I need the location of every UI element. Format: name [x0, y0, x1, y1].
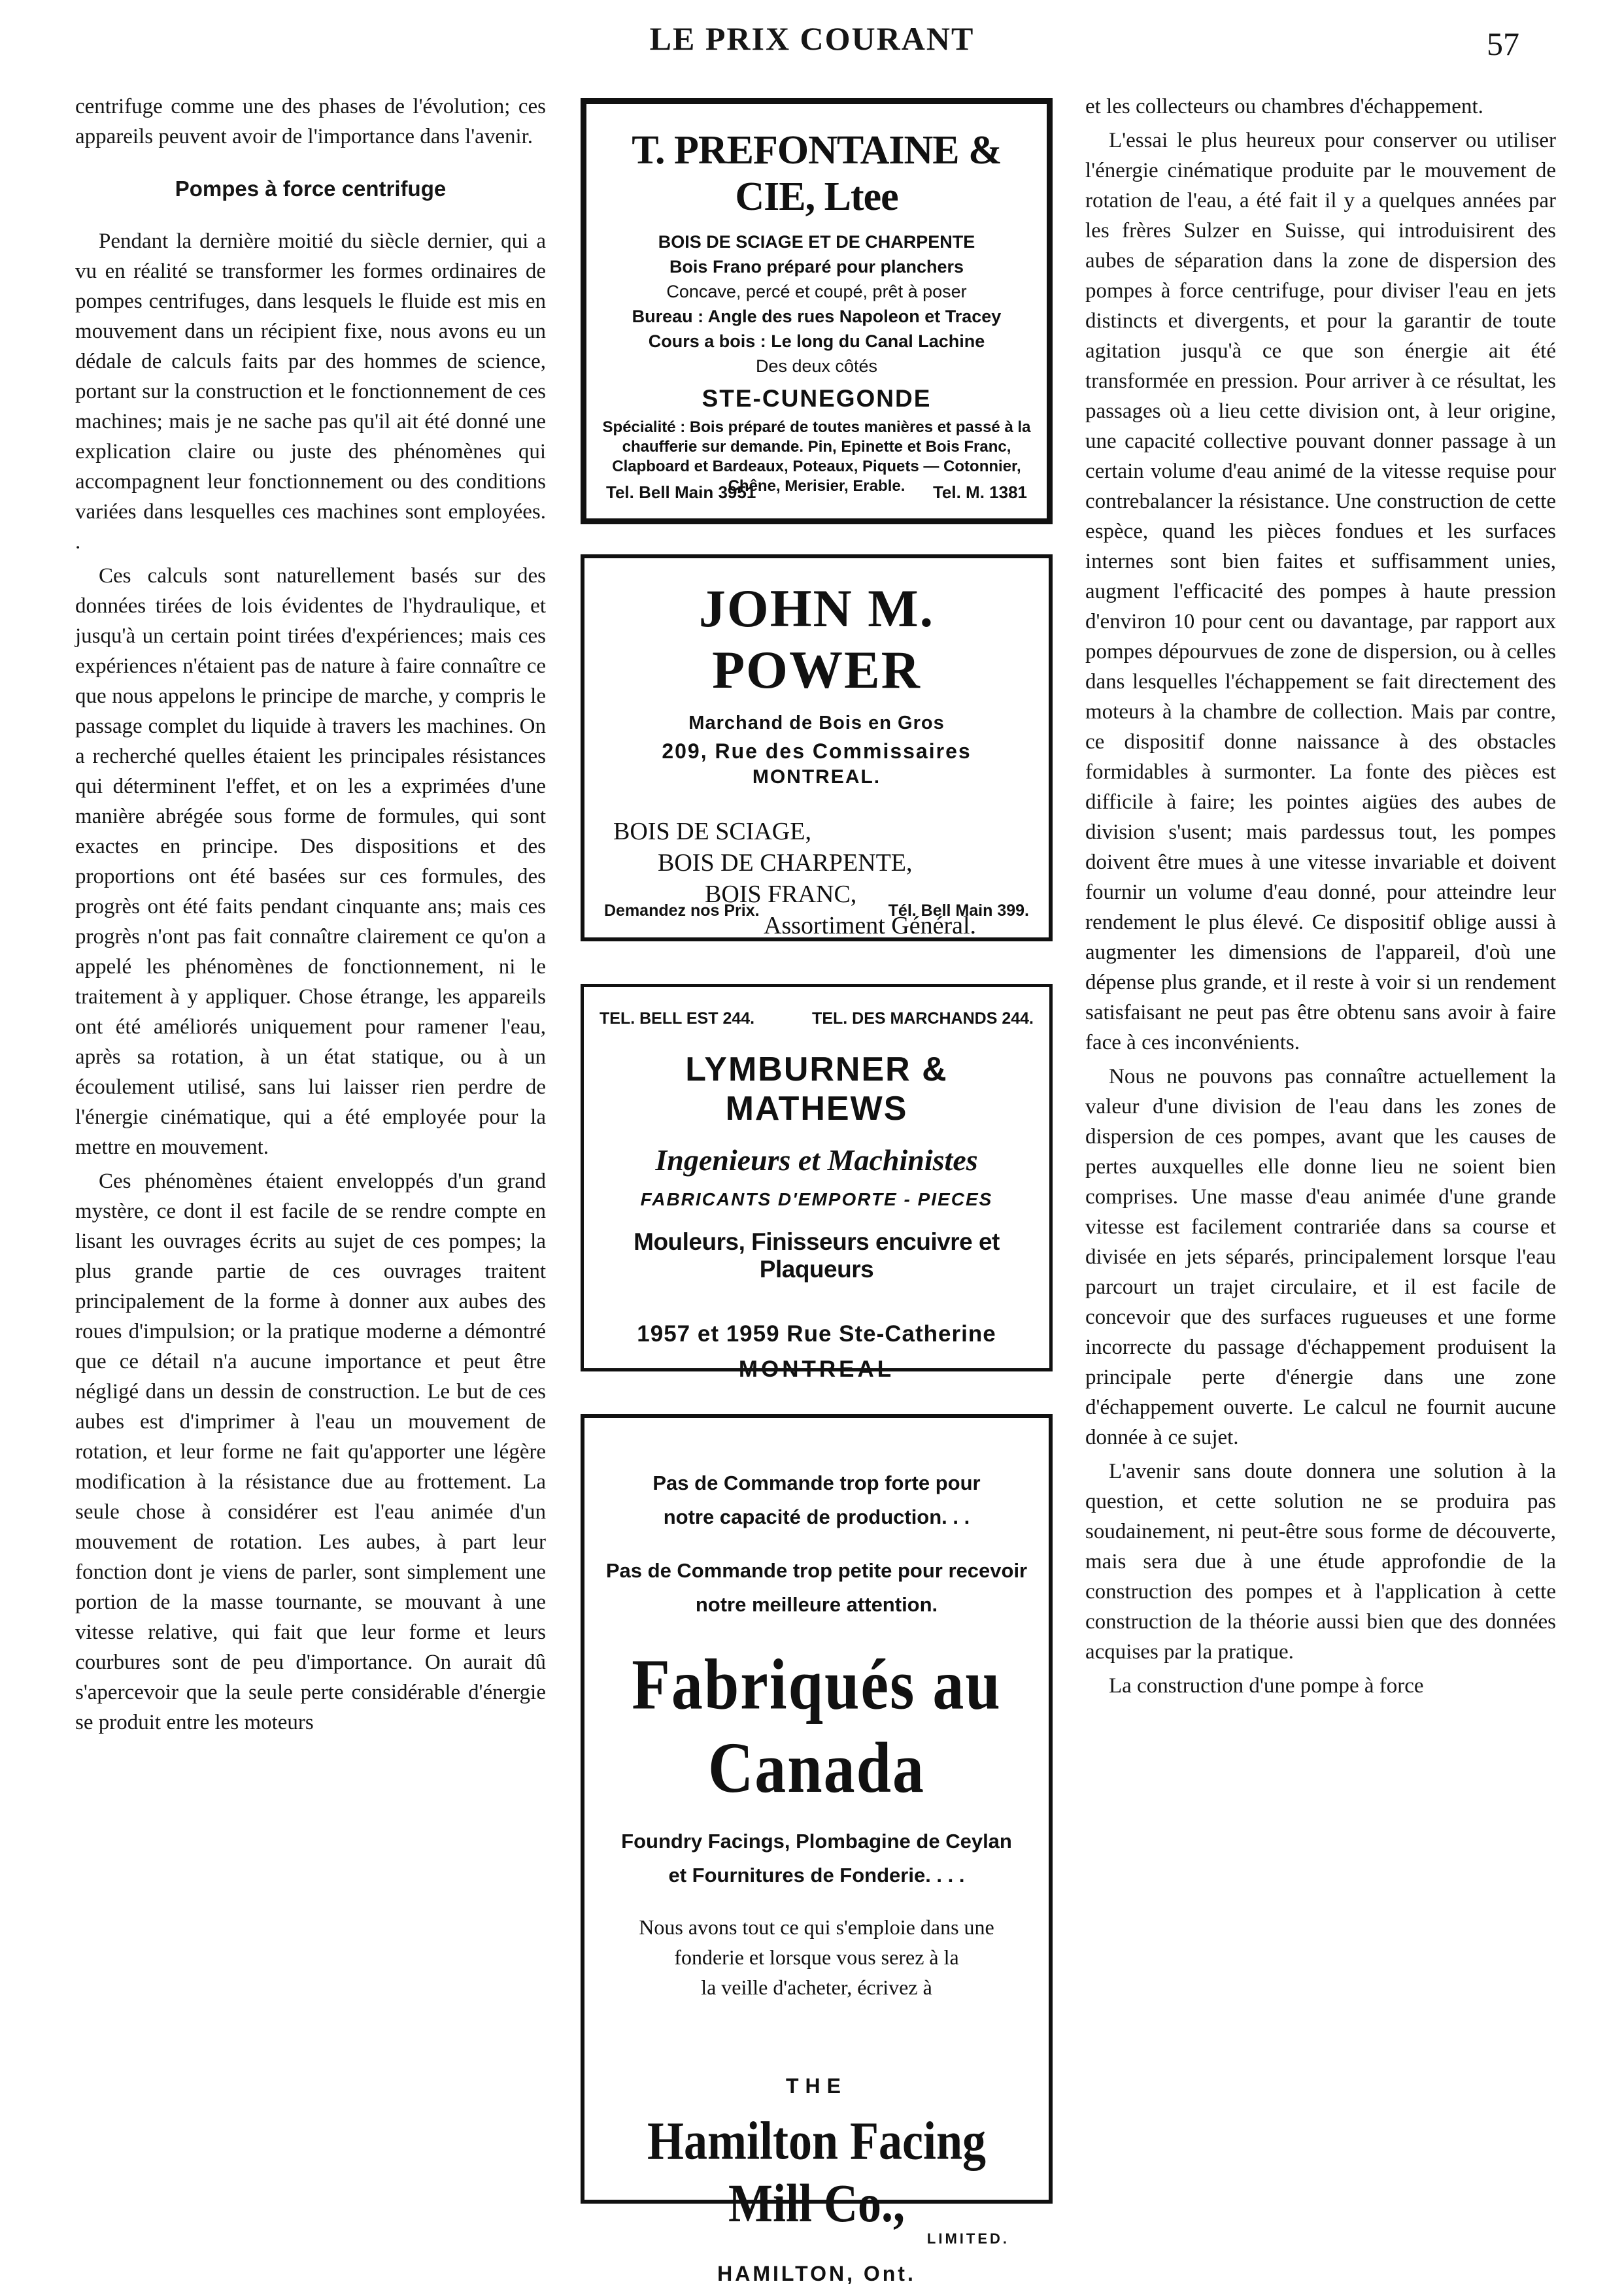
- ad-line: Pas de Commande trop forte pour: [652, 1471, 981, 1494]
- ad-john-power: [581, 554, 1053, 941]
- paragraph: La construction d'une pompe à force: [1109, 1674, 1424, 1698]
- right-article-column: [1085, 92, 1556, 1705]
- ad-product: BOIS DE CHARPENTE,: [658, 849, 913, 877]
- ad-place: STE-CUNEGONDE: [702, 385, 932, 412]
- ad-phone: Tél. Bell Main 399.: [888, 901, 1029, 920]
- ad-line: BOIS DE SCIAGE ET DE CHARPENTE: [658, 232, 975, 252]
- ad-limited: LIMITED.: [926, 2230, 1009, 2247]
- left-article-column: [75, 92, 546, 1741]
- ad-headline: Fabriqués au Canada: [632, 1643, 1002, 1808]
- page-header: [0, 20, 1624, 65]
- paragraph: L'essai le plus heureux pour conserver ou utiliser l'énergie cinématique produite par le mouvement de rotation de l'eau, a été fait il y a quelques années par les frères Sulzer en Suisse, qui introduisirent des aubes de séparation dans la zone de dispersion des pompes à force centrifuge, pour diviser l'eau en jets distincts et divergents, et pour la garantir de toute agitation jusqu'à ce que son énergie ait été transformée en pression. Pour arriver à ce résultat, les passages où a lieu cette division ont, à leur origine, une capacité collective pouvant donner passage à un certain volume d'eau animé de la vitesse requise pour contrebalancer la résistance. Une construction de cette espèce, quand les pièces fondues et les surfaces internes sont bien faites et suffisamment unies, augment l'efficacité des pompes à haute pression d'environ 10 pour cent ou davantage, par rapport aux pompes dépourvues de zone de dispersion, ou à celles dans lesquelles l'échappement se fait directement des moteurs à la chambre de collection. Mais par contre, ce dispositif donne naissance à des obstacles formidables à surmonter. La fonte des pièces est difficile à faire; les pointes aigües des aubes de division s'usent; mais pardessus tout, les pompes doivent être mues à une vitesse invariable et doivent fournir un volume d'eau donné, pour atteindre leur rendement le plus élevé. Ce dispositif oblige aussi à augmenter les dimensions de l'appareil, d'où une dépense plus grande, et il reste à voir si un rendement satisfaisant ne peut pas être obtenu sans avoir à faire face à ces inconvénients.: [1085, 129, 1556, 1054]
- ad-company-name: Hamilton Facing Mill Co.,: [647, 2110, 986, 2234]
- ad-title: Ingenieurs et Machinistes: [655, 1143, 978, 1177]
- ad-city: MONTREAL.: [752, 766, 881, 788]
- ad-line: la veille d'acheter, écrivez à: [701, 1975, 932, 1999]
- ad-line: Pas de Commande trop petite pour recevoir: [605, 1559, 1028, 1582]
- ad-product: Assortiment Général.: [764, 912, 977, 939]
- ad-line: FABRICANTS D'EMPORTE - PIECES: [640, 1189, 993, 1209]
- ad-products: [600, 816, 1033, 941]
- ad-line: Marchand de Bois en Gros: [688, 713, 945, 733]
- journal-title: LE PRIX COURANT: [649, 20, 975, 57]
- ad-product: BOIS FRANC,: [705, 881, 857, 908]
- ad-line: THE: [786, 2074, 847, 2098]
- ad-city: MONTREAL: [738, 1356, 895, 1382]
- ad-line: Foundry Facings, Plombagine de Ceylan: [621, 1830, 1012, 1853]
- ad-specialty: Spécialité : Bois préparé de toutes manières et passé à la chaufferie sur demande. Pin, Epinette et Bois Franc, Clapboard et Bardeaux, Poteaux, Piquets — Cotonnier, Chêne, Merisier, Erable.: [602, 418, 1031, 495]
- paragraph: Ces phénomènes étaient enveloppés d'un grand mystère, ce dont il est facile de se rendre compte en lisant les ouvrages écrits au sujet de ces pompes; la plus grande partie de ces ouvrages traitent principalement de la forme à donner aux aubes des roues d'impulsion; or la pratique moderne a démontré que ce détail n'a aucune importance et peut être négligé dans un dessin de construction. Le but de ces aubes est d'imprimer à l'eau un mouvement de rotation, et leur forme ne fait qu'apporter une légère modification à la résistance due au frottement. La seule chose à considérer est l'eau animée d'un mouvement de rotation. Les aubes, à part leur fonction dont je viens de parler, sont simplement une portion de la masse tournante, se mouvant à une vitesse relative, qui fait que leur forme et leurs courbures sont de peu d'importance. On aurait dû s'apercevoir que la seule perte considérable d'énergie se produit entre les moteurs: [75, 1169, 546, 1734]
- ad-phones: [606, 482, 1027, 503]
- ad-phone: Tel. M. 1381: [932, 482, 1027, 502]
- ad-city: HAMILTON, Ont.: [717, 2262, 916, 2285]
- ad-line: et Fournitures de Fonderie. . . .: [668, 1864, 965, 1887]
- page-number: 57: [1487, 25, 1519, 62]
- ad-company-name: LYMBURNER & MATHEWS: [685, 1051, 948, 1128]
- ad-company-name: JOHN M. POWER: [698, 579, 935, 699]
- ad-phone: TEL. DES MARCHANDS 244.: [812, 1009, 1034, 1028]
- ad-phones: [600, 1009, 1034, 1035]
- ad-phone: Tel. Bell Main 3951: [606, 482, 756, 502]
- ad-line: Mouleurs, Finisseurs encuivre et Plaqueurs: [634, 1228, 1000, 1283]
- ad-line: Bois Frano préparé pour planchers: [669, 257, 964, 277]
- ad-line: Cours a bois : Le long du Canal Lachine: [648, 331, 985, 351]
- ad-lymburner-mathews: [581, 984, 1053, 1382]
- ad-line: fonderie et lorsque vous serez à la: [674, 1945, 959, 1969]
- ad-address: 209, Rue des Commissaires: [662, 739, 972, 763]
- paragraph: Ces calculs sont naturellement basés sur des données tirées de lois évidentes de l'hydraulique, et jusqu'à un certain point tirées d'expériences; mais ces expériences n'étaient pas de nature à faire connaître ce que nous appelons le principe de marche, y compris le passage complet du liquide à travers les machines. On a recherché quelles étaient les principales résistances qui déterminent l'effet, et on les a exprimées d'une manière abrégée sous forme de formules, qui sont exactes en principe. Des dispositions et des proportions ont été basées sur ces formules, des progrès ont été faits pendant cinquante ans; mais ces progrès n'ont pas fait connaître clairement ce qu'on a appelé les phénomènes de fonctionnement, ni le traitement à y appliquer. Chose étrange, les appareils ont été améliorés uniquement pour ramener l'eau, après sa rotation, à un état statique, ou à un écoulement utilisé, sans lui laisser rien perdre de l'énergie cinématique, qui a été employée pour la mettre en mouvement.: [75, 564, 546, 1159]
- ad-phone: TEL. BELL EST 244.: [600, 1009, 755, 1028]
- paragraph: Nous ne pouvons pas connaître actuellement la valeur d'une division de l'eau dans les zones de dispersion de ces pompes, avant que les causes de pertes auxquelles elle donne lieu ne soient bien comprises. Une masse d'eau animée d'une grande vitesse est facilement contrariée dans sa course et divisée en jets séparés, principalement lorsque l'eau parcourt un trajet circulaire, et il est facile de concevoir que des surfaces rugueuses et une forme incorrecte du passage d'échappement produisent la principale perte d'énergie dans une zone d'échappement ouverte. Le calcul ne fournit aucune donnée à ce sujet.: [1085, 1065, 1556, 1449]
- section-heading: Pompes à force centrifuge: [175, 176, 447, 201]
- ad-address: 1957 et 1959 Rue Ste-Catherine: [637, 1321, 996, 1347]
- ad-line: Bureau : Angle des rues Napoleon et Tracey: [632, 307, 1002, 326]
- ad-product: BOIS DE SCIAGE,: [613, 818, 811, 845]
- ad-prices: Demandez nos Prix.: [604, 901, 760, 920]
- ad-line: notre meilleure attention.: [695, 1593, 938, 1616]
- ad-line: Nous avons tout ce qui s'emploie dans une: [639, 1915, 994, 1939]
- ad-line: notre capacité de production. . .: [663, 1505, 970, 1528]
- paragraph: et les collecteurs ou chambres d'échappement.: [1085, 95, 1483, 118]
- paragraph: centrifuge comme une des phases de l'évolution; ces appareils peuvent avoir de l'importance dans l'avenir.: [75, 95, 546, 148]
- ad-hamilton-facing-mill: [581, 1414, 1053, 2285]
- ad-line: Des deux côtés: [755, 356, 878, 376]
- paragraph: Pendant la dernière moitié du siècle dernier, qui a vu en réalité se transformer les formes ordinaires de pompes centrifuges, dans lesquels le fluide est mis en mouvement dans un récipient fixe, nous avons eu un dédale de calculs faits par des hommes de science, portant sur la construction et le fonctionnement de ces machines; mais je ne sache pas qu'il ait été donné une explication claire ou juste des phénomènes qui accompagnent leur fonctionnement ou des conditions variées dans lesquelles ces machines sont employées. .: [75, 229, 546, 554]
- ad-company-name: T. PREFONTAINE & CIE, Ltee: [632, 128, 1002, 219]
- ad-footer: [604, 901, 1029, 920]
- paragraph: L'avenir sans doute donnera une solution à la question, et cette solution ne se produira pas soudainement, ni peut-être sous forme de découverte, mais sera due à une étude approfondie de la construction des pompes et à l'application à cette construction de la théorie aussi bien que des données acquises par la pratique.: [1085, 1460, 1556, 1664]
- ad-line: Concave, percé et coupé, prêt à poser: [666, 282, 967, 301]
- ad-prefontaine: [581, 98, 1053, 524]
